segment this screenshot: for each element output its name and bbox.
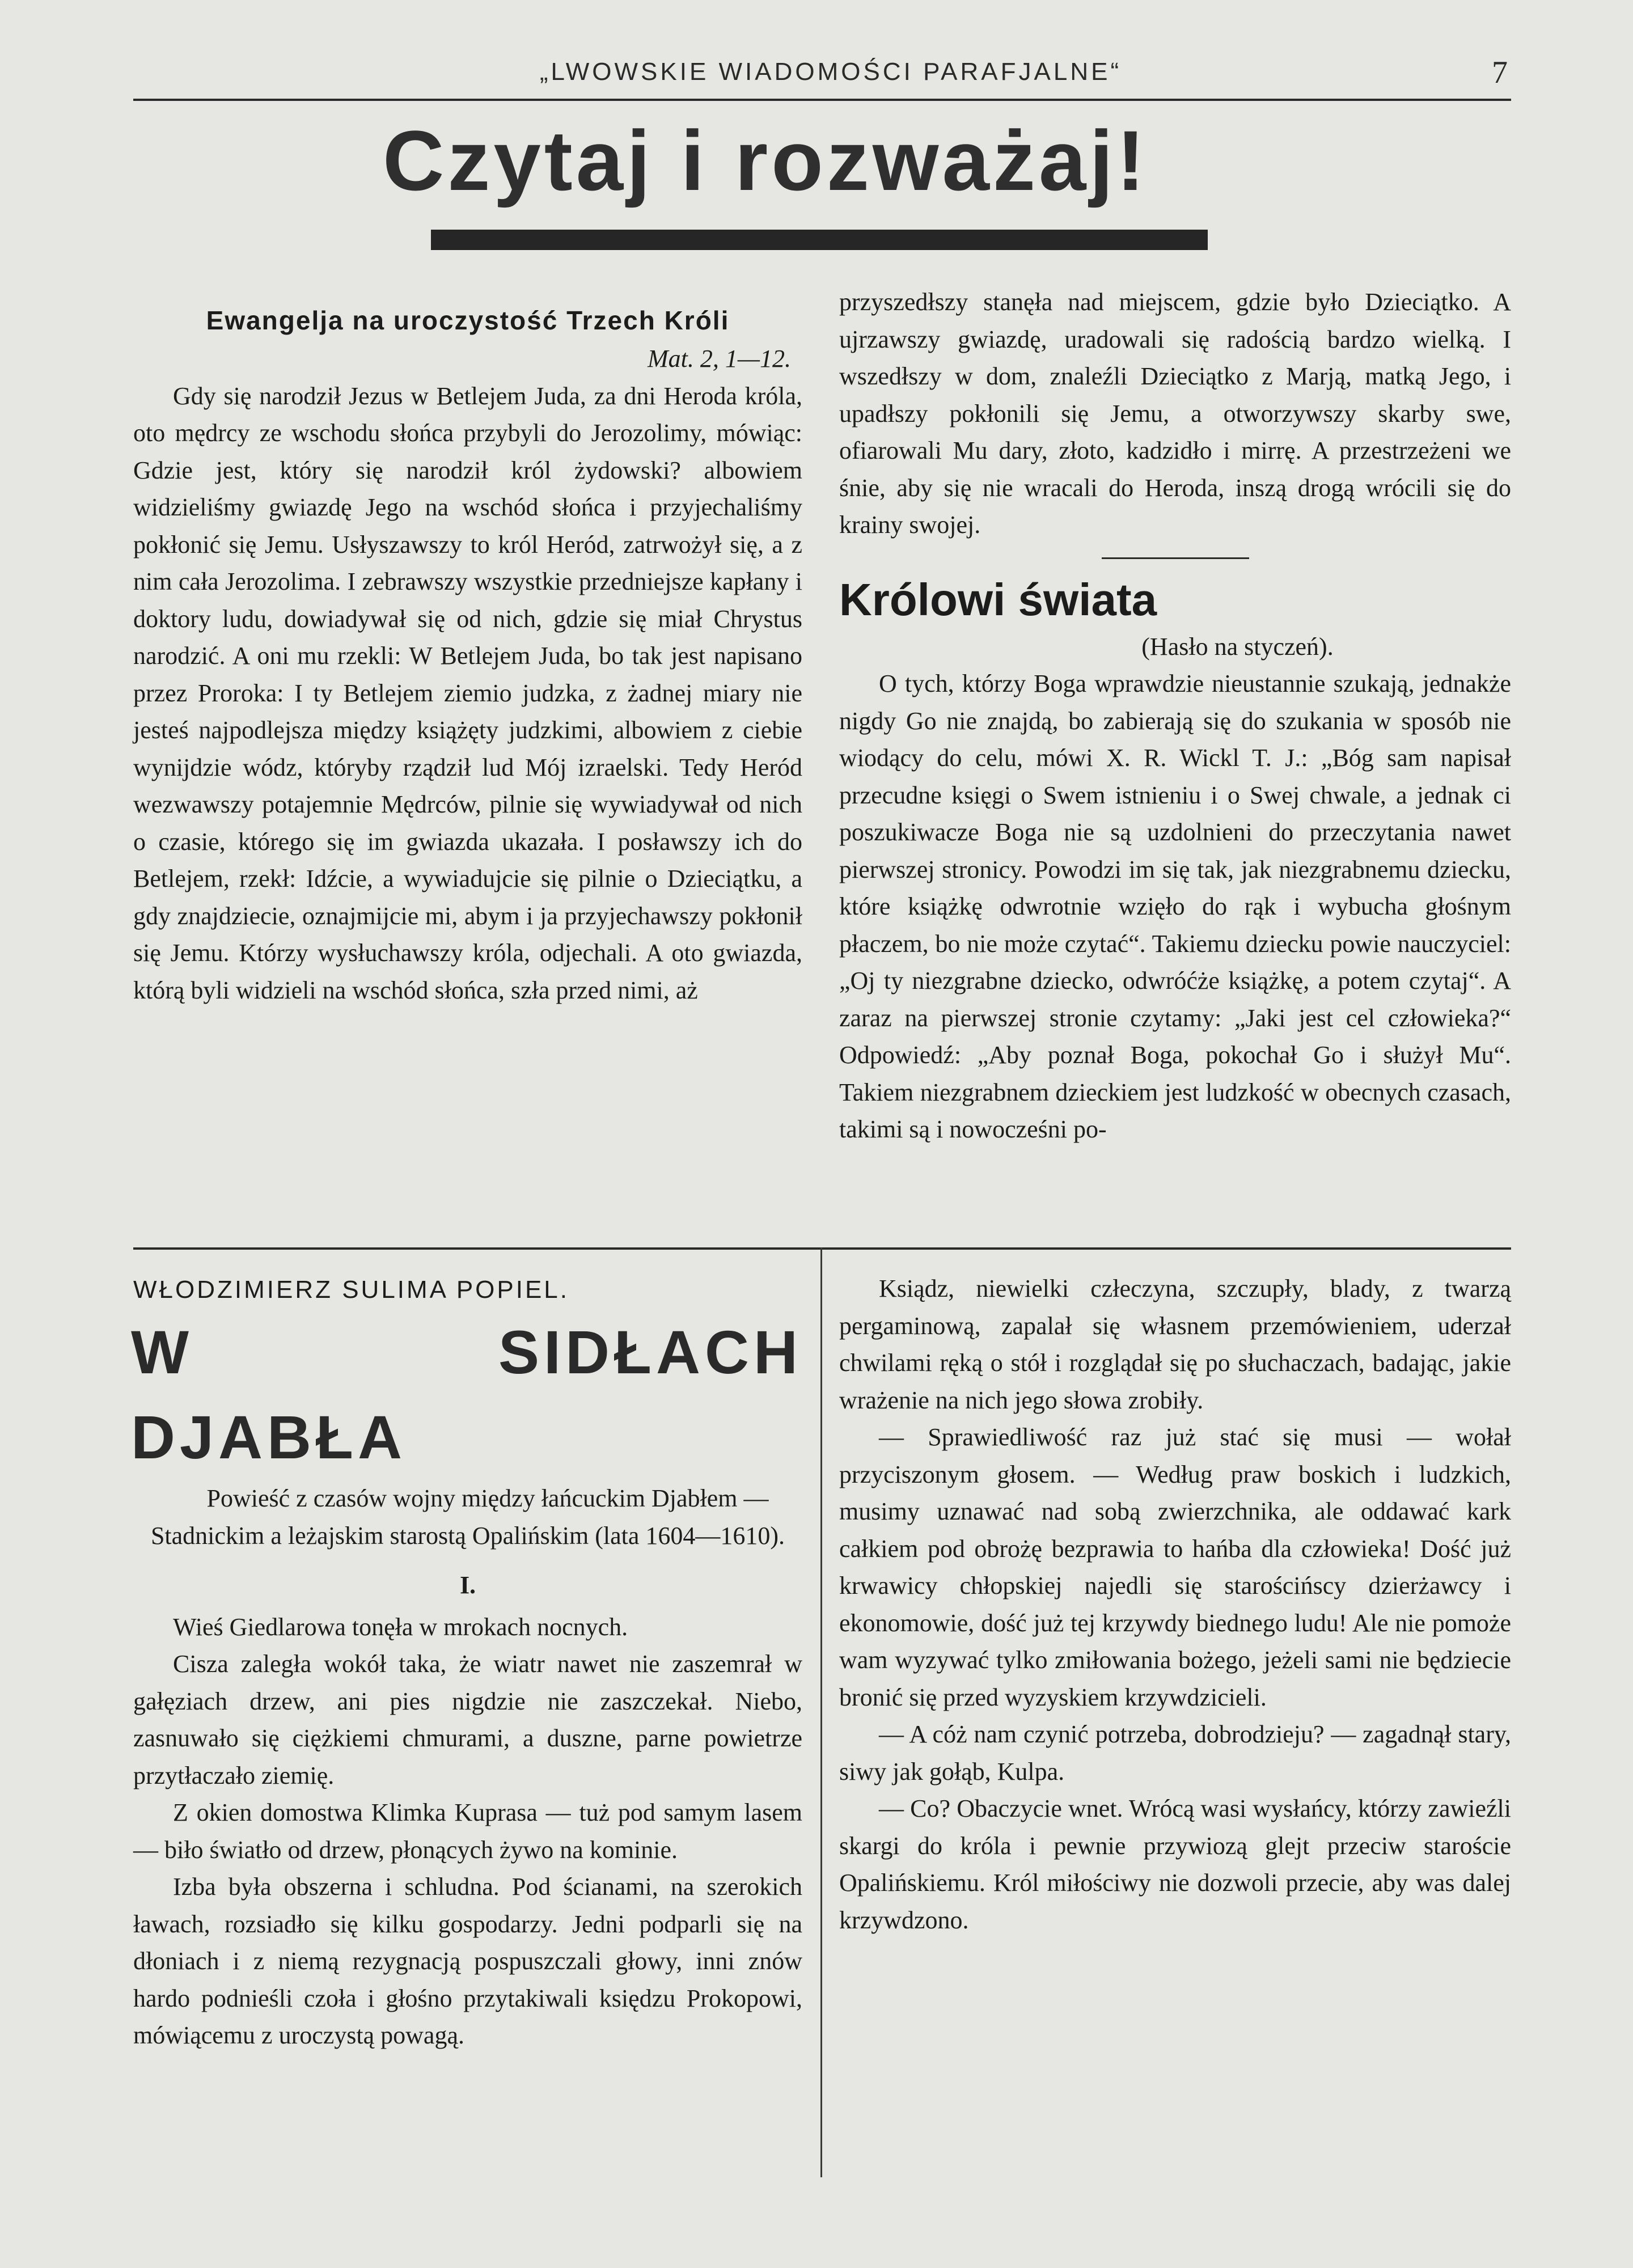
section-separator bbox=[1102, 557, 1249, 559]
chapter-number: I. bbox=[459, 1571, 476, 1599]
novel-subtitle: Powieść z czasów wojny między łańcuckim Djabłem — Stadnickim a leżajskim starostą Opalińskim (lata 1604—1610). bbox=[150, 1484, 785, 1550]
novel-paragraph: Izba była obszerna i schludna. Pod ścianami, na szerokich ławach, rozsiadło się kilku gospodarzy. Jedni podparli się na dłoniach i z niemą rezygnacją pospuszczali głowy, inni znów hardo podnieśli czoła i głośno przytakiwali księdzu Prokopowi, mówiącemu z uroczystą powagą. bbox=[133, 1873, 802, 2049]
running-title: „LWOWSKIE WIADOMOŚCI PARAFJALNE“ bbox=[539, 58, 1122, 86]
gospel-text-right: przyszedłszy stanęła nad miejscem, gdzie było Dzieciątko. A ujrzawszy gwiazdę, uradowali się radością bardzo wielką. I wszedłszy w dom, znaleźli Dzieciątko z Marją, matką Jego, i upadłszy pokłonili się Jemu, a otworzywszy skarby swe, ofiarowali Mu dary, złoto, kadzidło i mirrę. A przestrzeżeni we śnie, aby się nie wracali do Heroda, inszą drogą wrócili się do krainy swojej. bbox=[839, 288, 1511, 539]
novel-column-left bbox=[133, 1270, 802, 2054]
novel-column-right bbox=[839, 1270, 1511, 1939]
horizontal-divider bbox=[133, 1247, 1511, 1250]
novel-paragraph: — Sprawiedliwość raz już stać się musi — wołał przyciszonym głosem. — Według praw boskich i ludzkich, musimy uznawać nad sobą zwierzchnika, ale oddawać kark całkiem pod obrożę bezprawia to hańba dla człowieka! Dość już krwawicy chłopskiej najedli się starościńscy dzierżawcy i ekonomowie, dość już tej krzywdy biednego ludu! Ale nie pomoże wam wyzywać tylko zmiłowania bożego, jeżeli sami nie będziecie bronić się przed wyzyskiem krzywdzicieli. bbox=[839, 1423, 1511, 1711]
novel-author: WŁODZIMIERZ SULIMA POPIEL. bbox=[133, 1276, 570, 1304]
novel-paragraph: — Co? Obaczycie wnet. Wrócą wasi wysłańcy, którzy zawieźli skargi do króla i pewnie przywiozą glejt przeciw staroście Opalińskiemu. Król miłościwy nie dozwoli przecie, aby was dalej krzywdzono. bbox=[839, 1795, 1511, 1934]
novel-title: W SIDŁACH DJABŁA bbox=[131, 1318, 802, 1471]
title-underline-bar bbox=[431, 230, 1208, 250]
gospel-column-right bbox=[839, 284, 1511, 1148]
gospel-reference: Mat. 2, 1—12. bbox=[648, 345, 791, 373]
gospel-column-left bbox=[133, 289, 802, 1009]
novel-paragraph: — A cóż nam czynić potrzeba, dobrodzieju? — zagadnął stary, siwy jak gołąb, Kulpa. bbox=[839, 1720, 1511, 1785]
page-number: 7 bbox=[1492, 55, 1508, 90]
running-header bbox=[133, 57, 1511, 101]
column-divider bbox=[820, 1247, 822, 2177]
novel-paragraph: Wieś Giedlarowa tonęła w mrokach nocnych. bbox=[173, 1613, 628, 1641]
queen-section-text: O tych, którzy Boga wprawdzie nieustannie szukają, jednakże nigdy Go nie znajdą, bo zabierają się do szukania w sposób nie wiodący do celu, mówi X. R. Wickl T. J.: „Bóg sam napisał przecudne księgi o Swem istnieniu i o Swej chwale, a jednak ci poszukiwacze Boga nie są uzdolnieni do przeczytania nawet pierwszej stronicy. Powodzi im się tak, jak niezgrabnemu dziecku, które książkę odwrotnie wzięło do rąk i wybucha głośnym płaczem, bo nie może czytać“. Takiemu dziecku powie nauczyciel: „Oj ty niezgrabne dziecko, odwróćże książkę, a potem czytaj“. A zaraz na pierwszej stronie czytamy: „Jaki jest cel człowieka?“ Odpowiedź: „Aby poznał Boga, pokochał Go i służył Mu“. Takiem niezgrabnem dzieckiem jest ludzkość w obecnych czasach, takimi są i nowocześni po- bbox=[839, 670, 1511, 1143]
queen-section-title: Królowi świata bbox=[839, 574, 1157, 625]
novel-paragraph: Ksiądz, niewielki człeczyna, szczupły, blady, z twarzą pergaminową, zapalał się własnem przemówieniem, uderzał chwilami ręką o stół i rozglądał się po słuchaczach, badając, jakie wrażenie na nich jego słowa zrobiły. bbox=[839, 1275, 1511, 1414]
queen-section-subtitle: (Hasło na styczeń). bbox=[1141, 632, 1334, 661]
page-title: Czytaj i rozważaj! bbox=[383, 113, 1148, 208]
novel-paragraph: Z okien domostwa Klimka Kuprasa — tuż pod samym lasem — biło światło od drzew, płonących żywo na kominie. bbox=[133, 1799, 802, 1864]
gospel-text-left: Gdy się narodził Jezus w Betlejem Juda, za dni Heroda króla, oto mędrcy ze wschodu słońca przybyli do Jerozolimy, mówiąc: Gdzie jest, który się narodził król żydowski? albowiem widzieliśmy gwiazdę Jego na wschód słońca i przyjechaliśmy pokłonić się Jemu. Usłyszawszy to król Heród, zatrwożył się, a z nim cała Jerozolima. I zebrawszy wszystkie przedniejsze kapłany i doktory ludu, dowiadywał się od nich, gdzie się miał Chrystus narodzić. A oni mu rzekli: W Betlejem Juda, bo tak jest napisano przez Proroka: I ty Betlejem ziemio judzka, z żadnej miary nie jesteś najpodlejsza między książęty judzkimi, albowiem z ciebie wynijdzie wódz, któryby rządził lud Mój izraelski. Tedy Heród wezwawszy potajemnie Mędrców, pilnie się wywiadywał od nich o czasie, którego się im gwiazda ukazała. I posławszy ich do Betlejem, rzekł: Idźcie, a wywiadujcie się pilnie o Dzieciątku, a gdy znajdziecie, oznajmijcie mi, abym i ja przyjechawszy pokłonił się Jemu. Którzy wysłuchawszy króla, odjechali. A oto gwiazda, którą byli widzieli na wschód słońca, szła przed nimi, aż bbox=[133, 382, 802, 1004]
novel-paragraph: Cisza zaległa wokół taka, że wiatr nawet nie zaszemrał w gałęziach drzew, ani pies nigdzie nie zaszczekał. Niebo, zasnuwało się ciężkiemi chmurami, a duszne, parne powietrze przytłaczało ziemię. bbox=[133, 1650, 802, 1789]
gospel-heading: Ewangelja na uroczystość Trzech Króli bbox=[206, 306, 730, 335]
